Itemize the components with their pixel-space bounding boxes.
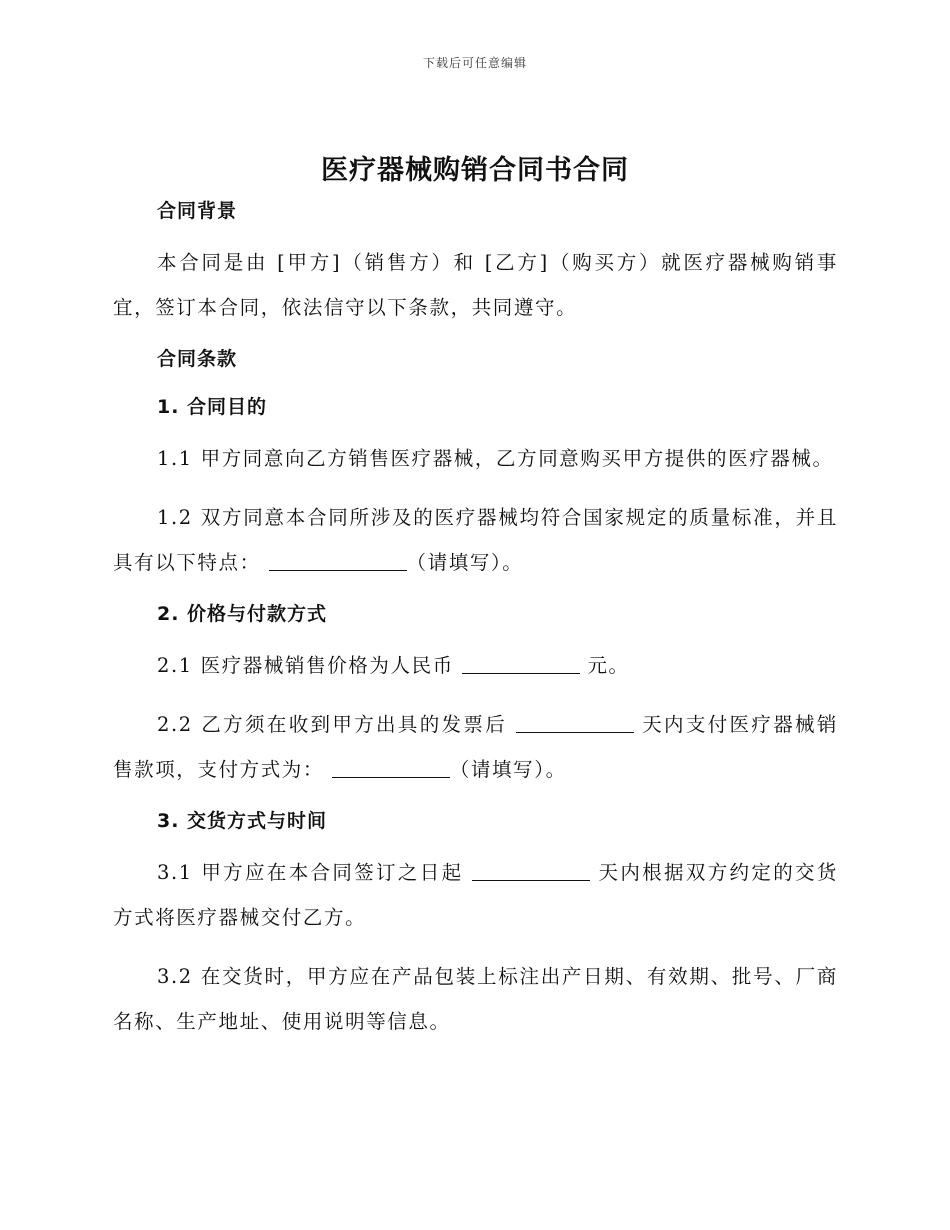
fill-blank-delivery-days[interactable] (472, 862, 590, 881)
clause-1-2-suffix: （请填写）。 (406, 551, 524, 574)
document-title: 医疗器械购销合同书合同 (321, 155, 629, 186)
clause-2-2-middle: 天内支付医疗器械销售款项，支付方式为： (113, 713, 838, 781)
clause-1-2-text: 1.2 双方同意本合同所涉及的医疗器械均符合国家规定的质量标准，并且具有以下特点： (113, 506, 838, 574)
clause-1-2 (113, 495, 838, 585)
clause-3-1-text: 3.1 甲方应在本合同签订之日起 (157, 861, 464, 884)
heading-section-2: 2. 价格与付款方式 (157, 603, 328, 625)
clause-2-2-text: 2.2 乙方须在收到甲方出具的发票后 (157, 713, 508, 736)
paragraph-background: 本合同是由 [甲方]（销售方）和 [乙方]（购买方）就医疗器械购销事宜，签订本合同，依法信守以下条款，共同遵守。 (113, 251, 838, 319)
heading-terms: 合同条款 (157, 348, 238, 370)
heading-section-3: 3. 交货方式与时间 (157, 810, 328, 832)
clause-2-2 (113, 702, 838, 792)
clause-1-1: 1.1 甲方同意向乙方销售医疗器械，乙方同意购买甲方提供的医疗器械。 (157, 447, 834, 470)
heading-section-1: 1. 合同目的 (157, 396, 268, 418)
clause-3-1-suffix: 天内根据双方约定的交货方式将医疗器械交付乙方。 (113, 861, 838, 929)
fill-blank-payment-days[interactable] (516, 714, 634, 733)
heading-background: 合同背景 (157, 200, 238, 222)
clause-2-1-text: 2.1 医疗器械销售价格为人民币 (157, 654, 454, 677)
clause-2-1 (113, 643, 838, 688)
fill-blank-features[interactable] (269, 552, 407, 571)
clause-2-2-suffix: （请填写）。 (449, 758, 567, 781)
header-note: 下载后可任意编辑 (422, 56, 527, 70)
clause-3-2: 3.2 在交货时，甲方应在产品包装上标注出产日期、有效期、批号、厂商名称、生产地址、使用说明等信息。 (113, 965, 838, 1033)
fill-blank-price[interactable] (462, 655, 580, 674)
clause-2-1-suffix: 元。 (587, 654, 630, 677)
clause-3-1 (113, 850, 838, 940)
document-body (113, 196, 838, 1044)
fill-blank-payment-method[interactable] (332, 759, 450, 778)
